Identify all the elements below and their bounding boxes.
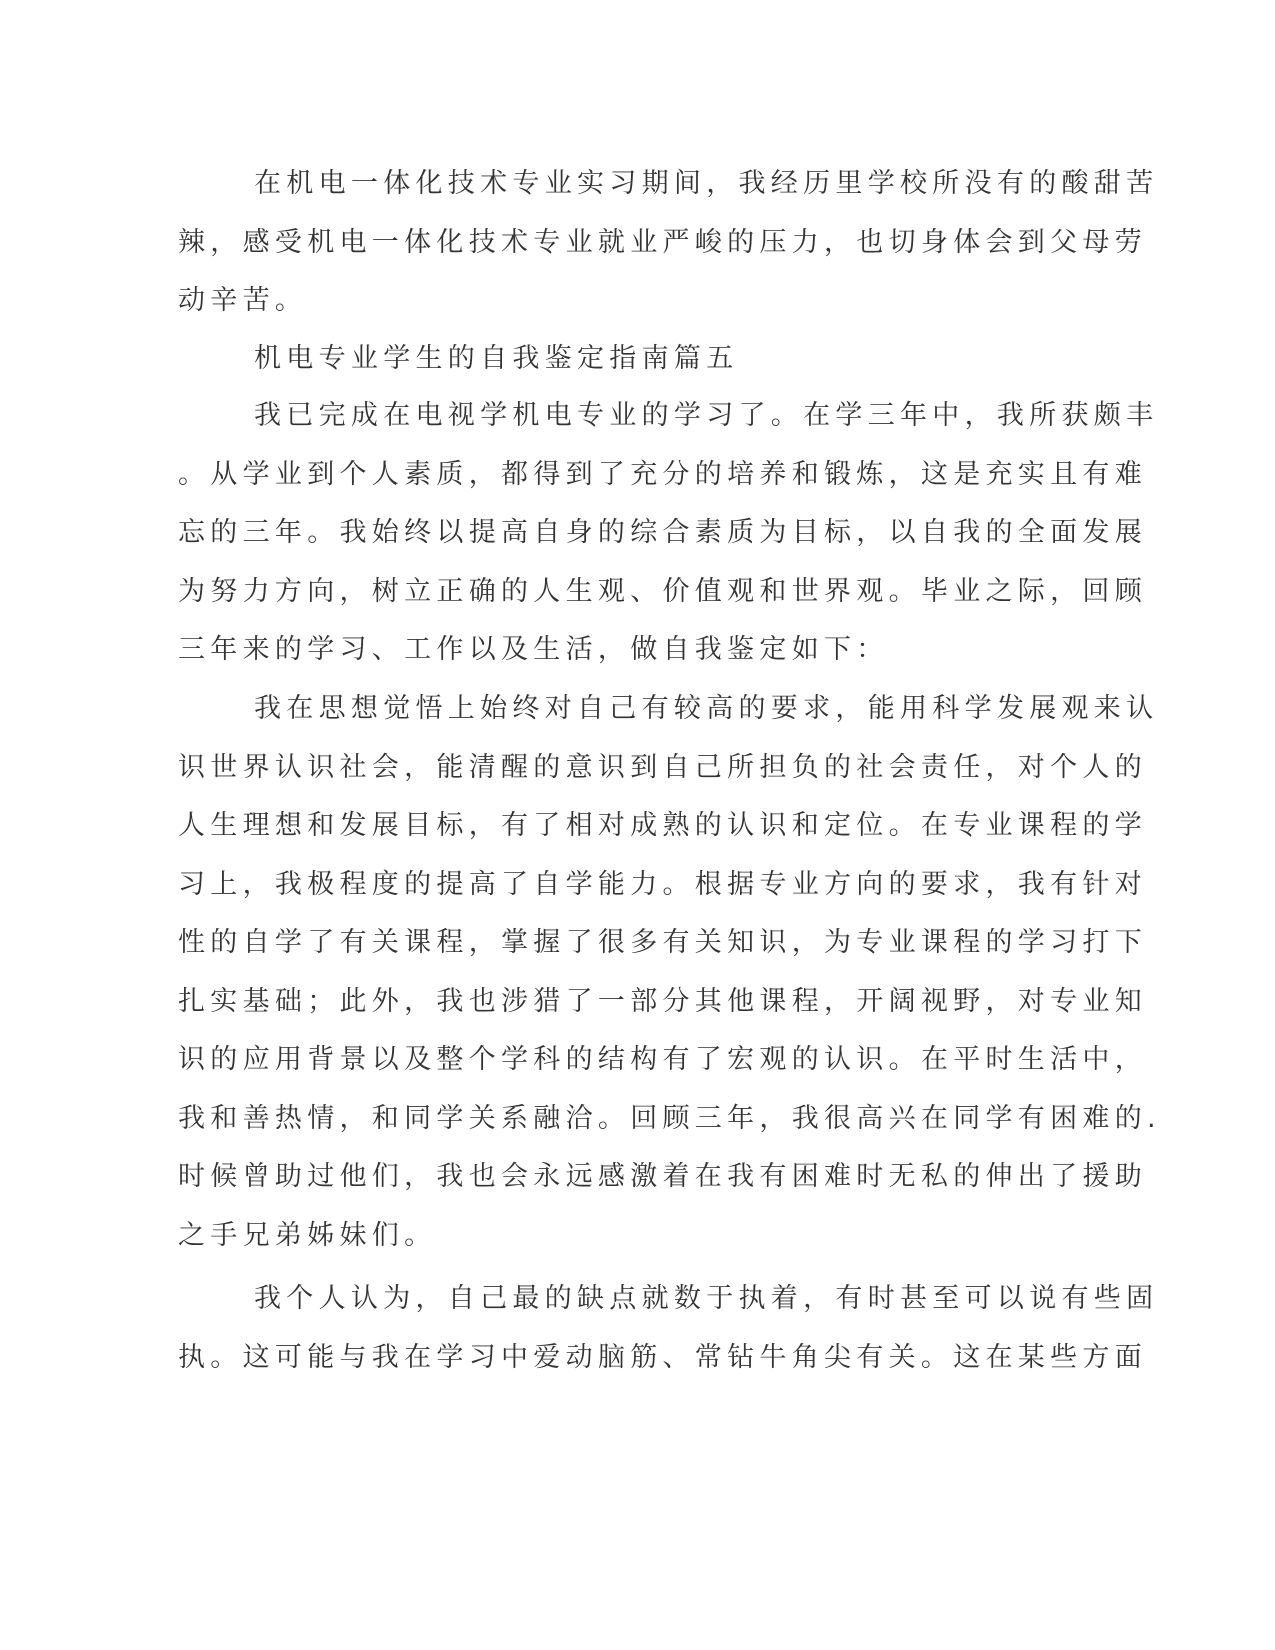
text-line: 人生理想和发展目标，有了相对成熟的认识和定位。在专业课程的学 <box>178 810 1147 841</box>
section-heading <box>178 330 739 389</box>
text-line: 辣，感受机电一体化技术专业就业严峻的压力，也切身体会到父母劳 <box>178 226 1147 258</box>
paragraph-shortcomings <box>178 1270 1158 1387</box>
text-line: 动辛苦。 <box>178 285 308 316</box>
text-line: 我在思想觉悟上始终对自己有较高的要求，能用科学发展观来认 <box>254 693 1159 724</box>
paragraph-study <box>178 680 1161 1265</box>
text-line: 识的应用背景以及整个学科的结构有了宏观的认识。在平时生活中， <box>178 1044 1147 1075</box>
paragraph-internship <box>178 155 1158 331</box>
text-line: 在机电一体化技术专业实习期间，我经历里学校所没有的酸甜苦 <box>254 168 1159 199</box>
text-line: 之手兄弟姊妹们。 <box>178 1219 437 1251</box>
text-line: 三年来的学习、工作以及生活，做自我鉴定如下： <box>178 634 889 665</box>
text-line: 时候曾助过他们，我也会永远感激着在我有困难时无私的伸出了援助 <box>178 1161 1147 1192</box>
text-line: 执。这可能与我在学习中爱动脑筋、常钻牛角尖有关。这在某些方面 <box>178 1341 1147 1373</box>
text-line: 我和善热情，和同学关系融洽。回顾三年，我很高兴在同学有困难的. <box>178 1102 1161 1134</box>
text-line: 我已完成在电视学机电专业的学习了。在学三年中，我所获颇丰 <box>254 400 1159 431</box>
paragraph-intro <box>178 387 1158 680</box>
text-line: 为努力方向，树立正确的人生观、价值观和世界观。毕业之际，回顾 <box>178 575 1147 607</box>
text-line: 扎实基础；此外，我也涉猎了一部分其他课程，开阔视野，对专业知 <box>178 985 1147 1017</box>
text-line: 忘的三年。我始终以提高自身的综合素质为目标，以自我的全面发展 <box>178 517 1147 548</box>
text-line: 。从学业到个人素质，都得到了充分的培养和锻炼，这是充实且有难 <box>178 458 1147 490</box>
text-line: 识世界认识社会，能清醒的意识到自己所担负的社会责任，对个人的 <box>178 751 1147 783</box>
text-line: 性的自学了有关课程，掌握了很多有关知识，为专业课程的学习打下 <box>178 927 1147 958</box>
section-title: 机电专业学生的自我鉴定指南篇五 <box>254 343 739 374</box>
text-line: 我个人认为，自己最的缺点就数于执着，有时甚至可以说有些固 <box>254 1283 1159 1314</box>
text-line: 习上，我极程度的提高了自学能力。根据专业方向的要求，我有针对 <box>178 868 1147 900</box>
